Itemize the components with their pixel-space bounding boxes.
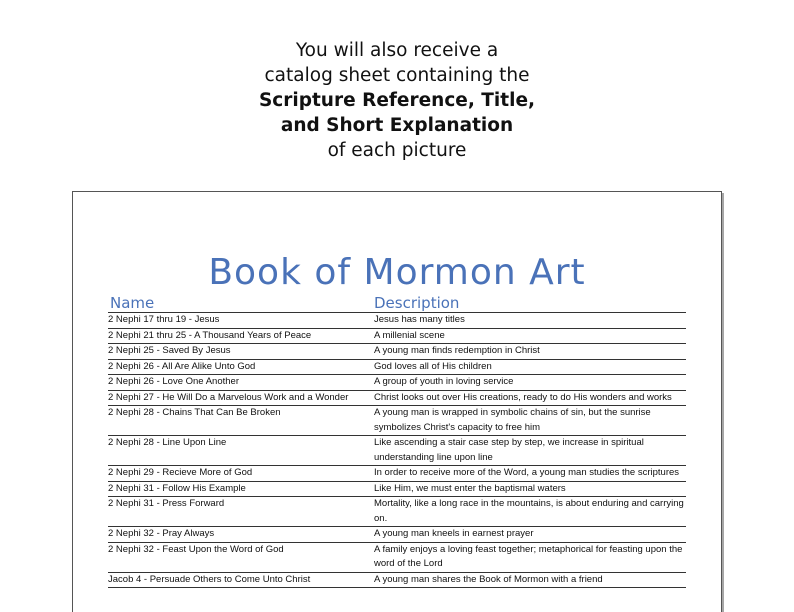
table-row [108,527,686,543]
table-row [108,406,686,436]
row-description: A millenial scene [374,329,445,341]
intro-line-3: Scripture Reference, Title, [258,90,536,111]
row-description: Mortality, like a long race in the mountains, is about enduring and carrying on. [374,498,684,524]
row-name: 2 Nephi 28 - Chains That Can Be Broken [108,407,281,418]
table-row [108,482,686,498]
row-description: A young man shares the Book of Mormon with a friend [374,573,603,585]
table-row [108,497,686,527]
catalog-sheet [72,191,722,612]
table-row [108,360,686,376]
row-description: A young man finds redemption in Christ [374,345,540,356]
column-header-name: Name [110,294,155,312]
row-description: Like ascending a stair case step by step, we increase in spiritual understanding line upon line [374,437,644,463]
table-row [108,573,686,589]
row-name: 2 Nephi 31 - Follow His Example [108,482,246,494]
intro-line-5: of each picture [327,140,467,161]
table-row [108,391,686,407]
row-description: A young man is wrapped in symbolic chains of sin, but the sunrise symbolizes Christ's capacity to free him [374,407,651,433]
row-description: A group of youth in loving service [374,376,514,387]
row-description: God loves all of His children [374,360,492,372]
column-headers [108,294,686,313]
table-row [108,543,686,573]
row-name: 2 Nephi 25 - Saved By Jesus [108,345,231,356]
table-row [108,313,686,329]
intro-text [0,38,794,163]
catalog-table [108,313,686,588]
row-name: 2 Nephi 32 - Feast Upon the Word of God [108,543,284,555]
row-name: 2 Nephi 31 - Press Forward [108,498,225,509]
column-header-description: Description [374,294,460,312]
table-row [108,375,686,391]
row-name: 2 Nephi 28 - Line Upon Line [108,437,227,448]
table-row [108,329,686,345]
row-name: Jacob 4 - Persuade Others to Come Unto Christ [108,573,311,585]
row-name: 2 Nephi 21 thru 25 - A Thousand Years of Peace [108,329,312,341]
row-name: 2 Nephi 32 - Pray Always [108,528,215,539]
row-description: A young man kneels in earnest prayer [374,528,534,539]
intro-line-4: and Short Explanation [280,115,514,136]
row-description: Jesus has many titles [374,314,465,325]
row-name: 2 Nephi 29 - Recieve More of God [108,467,253,478]
table-row [108,436,686,466]
row-name: 2 Nephi 26 - Love One Another [108,376,239,387]
table-row [108,344,686,360]
row-description: Christ looks out over His creations, ready to do His wonders and works [374,391,672,403]
row-description: A family enjoys a loving feast together; metaphorical for feasting upon the word of the Lord [374,543,683,569]
row-description: Like Him, we must enter the baptismal waters [374,482,566,494]
row-name: 2 Nephi 27 - He Will Do a Marvelous Work and a Wonder [108,391,349,403]
row-name: 2 Nephi 26 - All Are Alike Unto God [108,360,256,372]
row-name: 2 Nephi 17 thru 19 - Jesus [108,314,220,325]
table-row [108,466,686,482]
intro-line-1: You will also receive a [295,40,499,61]
intro-line-2: catalog sheet containing the [264,65,530,86]
sheet-title: Book of Mormon Art [208,252,586,293]
row-description: In order to receive more of the Word, a young man studies the scriptures [374,467,680,478]
